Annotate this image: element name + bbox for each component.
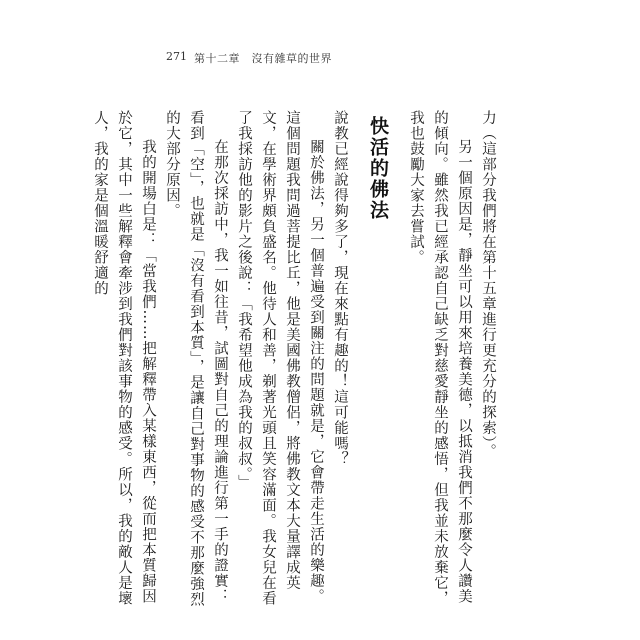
page-number: 271	[166, 50, 187, 63]
running-header	[166, 50, 466, 68]
paragraph: 我的開場白是：「當我們……把解釋帶入某樣東西，從而把本質歸因於它，其中一些解釋會牽涉到我們對該事物的感受。所以，我的敵人是壞人，我的家是個溫暖舒適的	[92, 110, 156, 606]
paragraph: 力（這部分我們將在第十五章進行更充分的探索）。	[480, 110, 496, 460]
chapter-title: 第十二章 沒有雜草的世界	[194, 52, 332, 65]
body-text	[88, 110, 500, 615]
paragraph: 說教已經說得夠多了，現在來點有趣的！這可能嗎？	[332, 110, 348, 467]
section-heading: 快活的佛法	[367, 116, 389, 221]
paragraph: 另一個原因是，靜坐可以用來培養美德，以抵消我們不那麼令人讚美的傾向。雖然我已經承認自己缺乏對慈愛靜坐的感悟，但我並未放棄它，我也鼓勵大家去嘗試。	[408, 110, 472, 606]
paragraph: 在那次採訪中，我一如往昔，試圖對自己的理論進行第一手的證實：看到「空」，也就是「沒有看到本質」，是讓自己對事物的感受不那麼強烈的大部分原因。	[164, 110, 228, 607]
paragraph: 關於佛法，另一個普遍受到關注的問題就是，它會帶走生活的樂趣。這個問題我問過菩提比丘，他是美國佛教僧侶，將佛教文本大量譯成英文，在學術界頗負盛名。他待人和善，剃著光頭且笑容滿面。我女兒在看了我採訪他的影片之後說：「我希望他成為我的叔叔。」	[236, 110, 324, 606]
